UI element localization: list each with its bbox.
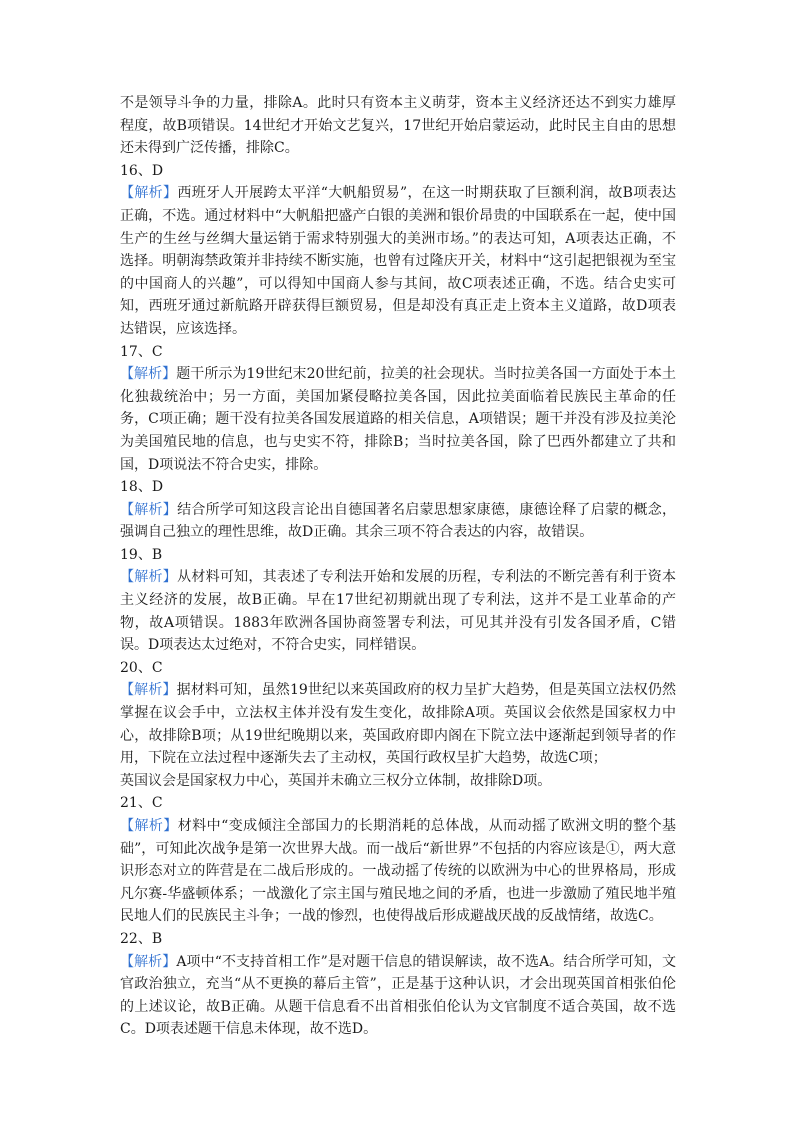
analysis-text: 题干所示为19世纪末20世纪前，拉美的社会现状。当时拉美各国一方面处于本土化独裁统治中；另一方面，美国加紧侵略拉美各国，因此拉美面临着民族民主革命的任务，C项正确；题干没有拉美各国发展道路的相关信息，A项错误；题干并没有涉及拉美沦为美国殖民地的信息，也与史实不符，排除B；当时拉美各国，除了巴西外都建立了共和国，D项说法不符合史实，排除。 — [120, 366, 676, 473]
analysis-tag: 【解析】 — [120, 682, 177, 699]
analysis-tag: 【解析】 — [120, 569, 178, 586]
analysis-paragraph — [120, 182, 676, 340]
question-block — [120, 928, 676, 1041]
question-number: 16、D — [120, 162, 164, 179]
analysis-text: 据材料可知，虽然19世纪以来英国政府的权力呈扩大趋势，但是英国立法权仍然掌握在议会手中，立法权主体并没有发生变化，故排除A项。英国议会依然是国家权力中心，故排除B项；从19世纪晚期以来，英国政府即内阁在下院立法中逐渐起到领导者的作用，下院在立法过程中逐渐失去了主动权，英国行政权呈扩大趋势，故选C项； — [120, 682, 677, 767]
analysis-tag: 【解析】 — [120, 953, 177, 970]
question-block — [120, 544, 676, 657]
question-number: 18、D — [120, 479, 164, 496]
question-number: 17、C — [120, 343, 163, 360]
analysis-tag: 【解析】 — [120, 366, 177, 383]
analysis-paragraph — [120, 363, 676, 476]
answer-content — [120, 92, 676, 1041]
analysis-paragraph — [120, 679, 676, 769]
intro-paragraph: 不是领导斗争的力量，排除A。此时只有资本主义萌芽，资本主义经济还达不到实力雄厚程度，故B项错误。14世纪才开始文艺复兴，17世纪开始启蒙运动，此时民主自由的思想还未得到广泛传播，排除C。 — [120, 95, 676, 157]
analysis-tag: 【解析】 — [120, 818, 178, 834]
question-block — [120, 476, 676, 544]
question-number: 19、B — [120, 546, 163, 563]
question-number: 20、C — [120, 659, 163, 676]
analysis-text: 西班牙人开展跨太平洋“大帆船贸易”，在这一时期获取了巨额利润，故B项表达正确，不选。通过材料中“大帆船把盛产白银的美洲和银价昂贵的中国联系在一起，使中国生产的生丝与丝绸大量运销于需求特别强大的美洲市场。”的表达可知，A项表达正确，不选择。明朝海禁政策并非持续不断实施，也曾有过隆庆开关，材料中“这引起把银视为至宝的中国商人的兴趣”，可以得知中国商人参与其间，故C项表述正确，不选。结合史实可知，西班牙通过新航路开辟获得巨额贸易，但是却没有真正走上资本主义道路，故D项表达错误，应该选择。 — [120, 185, 676, 337]
question-block — [120, 341, 676, 477]
question-block — [120, 160, 676, 341]
analysis-text: 从材料可知，其表述了专利法开始和发展的历程，专利法的不断完善有利于资本主义经济的发展，故B正确。早在17世纪初期就出现了专利法，这并不是工业革命的产物，故A项错误。1883年欧洲各国协商签署专利法，可见其并没有引发各国矛盾，C错误。D项表达太过绝对，不符合史实，同样错误。 — [120, 569, 677, 654]
analysis-tag: 【解析】 — [120, 501, 178, 518]
analysis-paragraph — [120, 815, 676, 928]
question-block — [120, 792, 676, 928]
analysis-extra-line: 英国议会是国家权力中心，英国并未确立三权分立体制，故排除D项。 — [120, 772, 552, 789]
analysis-tag: 【解析】 — [120, 185, 178, 202]
question-block — [120, 657, 676, 793]
question-number: 22、B — [120, 930, 163, 947]
analysis-text: A项中“不支持首相工作”是对题干信息的错误解读，故不选A。结合所学可知，文官政治独立，充当“从不更换的幕后主管”，正是基于这种认识，才会出现英国首相张伯伦的上述议论，故B正确。从题干信息看不出首相张伯伦认为文官制度不适合英国，故不选C。D项表述题干信息未体现，故不选D。 — [120, 953, 677, 1038]
analysis-text: 材料中“变成倾注全部国力的长期消耗的总体战，从而动摇了欧洲文明的整个基础”，可知此次战争是第一次世界大战。而一战后“新世界”不包括的内容应该是①，两大意识形态对立的阵营是在二战后形成的。一战动摇了传统的以欧洲为中心的世界格局，形成凡尔赛-华盛顿体系；一战激化了宗主国与殖民地之间的矛盾，也进一步激励了殖民地半殖民地人们的民族民主斗争；一战的惨烈，也使得战后形成避战厌战的反战情绪，故选C。 — [120, 818, 677, 925]
question-number: 21、C — [120, 795, 163, 812]
analysis-paragraph — [120, 951, 676, 1041]
question-list — [120, 160, 676, 1041]
analysis-paragraph — [120, 566, 676, 656]
analysis-text: 结合所学可知这段言论出自德国著名启蒙思想家康德，康德诠释了启蒙的概念，强调自己独立的理性思维，故D正确。其余三项不符合表达的内容，故错误。 — [120, 501, 677, 541]
analysis-paragraph — [120, 499, 676, 544]
